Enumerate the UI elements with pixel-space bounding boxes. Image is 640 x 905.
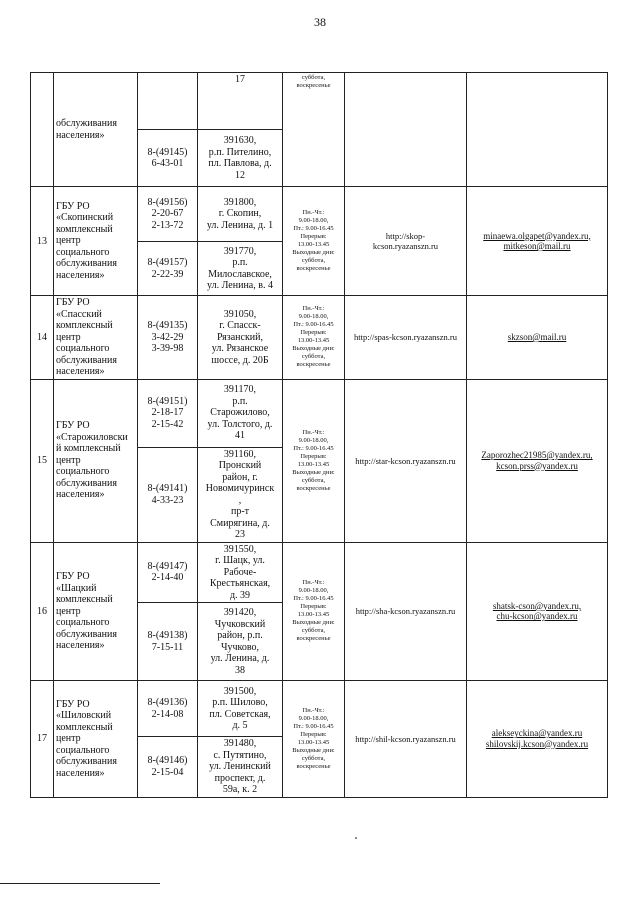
working-hours: Пн.-Чт.: 9.00-18.00, Пт.: 9.00-16.45 Перерыв: 13.00-13.45 Выходные дни: суббота, воскресенье — [283, 542, 345, 681]
address-cell: 391800, г. Скопин, ул. Ленина, д. 1 — [198, 187, 283, 242]
address-cell: 391770, р.п. Милославское, ул. Ленина, в. 4 — [198, 242, 283, 296]
services-table — [30, 72, 608, 798]
email-link[interactable]: alekseyckina@yandex.ru — [491, 728, 583, 739]
address-cell: 391170, р.п. Старожилово, ул. Толстого, д. 41 — [198, 379, 283, 447]
table-row — [31, 542, 608, 603]
footnote-rule — [0, 883, 160, 884]
address-cell: 391050, г. Спасск- Рязанский, ул. Рязанское шоссе, д. 20Б — [198, 296, 283, 380]
organization-name: ГБУ РО «Скопинский комплексный центр социального обслуживания населения» — [54, 187, 138, 296]
address-cell: 391550, г. Шацк, ул. Рабоче- Крестьянская, д. 39 — [198, 542, 283, 603]
phone-cell: 8-(49145) 6-43-01 — [138, 130, 198, 187]
email-link[interactable]: kcson.prss@yandex.ru — [496, 460, 578, 471]
table-row — [31, 296, 608, 380]
row-number — [31, 73, 54, 187]
working-hours: Пн.-Чт.: 9.00-18.00, Пт.: 9.00-16.45 Перерыв: 13.00-13.45 Выходные дни: суббота, воскресенье — [283, 379, 345, 542]
address-cell: 391160, Пронский район, г. Новомичуринск , пр-т Смирягина, д. 23 — [198, 447, 283, 542]
email-cell — [467, 681, 608, 798]
organization-name: ГБУ РО «Старожиловски й комплексный центр социального обслуживания населения» — [54, 379, 138, 542]
email-link[interactable]: chu-kcson@yandex.ru — [496, 611, 578, 622]
email-link[interactable]: minaewa.olgapet@yandex.ru, — [483, 230, 591, 241]
working-hours: Пн.-Чт.: 9.00-18.00, Пт.: 9.00-16.45 Перерыв: 13.00-13.45 Выходные дни: суббота, воскресенье — [283, 187, 345, 296]
address-cell: 391500, р.п. Шилово, пл. Советская, д. 5 — [198, 681, 283, 737]
email-link[interactable]: mitkeson@mail.ru — [503, 241, 571, 251]
organization-name: ГБУ РО «Спасский комплексный центр социального обслуживания населения» — [54, 296, 138, 380]
organization-name: ГБУ РО «Шацкий комплексный центр социального обслуживания населения» — [54, 542, 138, 681]
table-row — [31, 681, 608, 737]
email-cell — [467, 296, 608, 380]
email-link[interactable]: shilovskij.kcson@yandex.ru — [485, 738, 589, 749]
working-hours: суббота, воскресенье — [283, 73, 345, 187]
table-row — [31, 187, 608, 242]
address-cell: 391630, р.п. Пителино, пл. Павлова, д. 12 — [198, 130, 283, 187]
phone-cell: 8-(49135) 3-42-29 3-39-98 — [138, 296, 198, 380]
email-cell — [467, 187, 608, 296]
website-link[interactable]: http://star-kcson.ryazanszn.ru — [345, 379, 467, 542]
email-link[interactable]: Zaporozhec21985@yandex.ru, — [481, 450, 593, 460]
page-number: 38 — [314, 15, 326, 29]
phone-cell: 8-(49136) 2-14-08 — [138, 681, 198, 737]
phone-cell: 8-(49138) 7-15-11 — [138, 603, 198, 681]
email-link[interactable]: skzson@mail.ru — [507, 332, 567, 342]
row-number: 17 — [31, 681, 54, 798]
phone-cell: 8-(49151) 2-18-17 2-15-42 — [138, 379, 198, 447]
address-cell: 391420, Чучковский район, р.п. Чучково, ул. Ленина, д. 38 — [198, 603, 283, 681]
address-cell: 391480, с. Путятино, ул. Ленинский проспект, д. 59а, к. 2 — [198, 737, 283, 798]
phone-cell: 8-(49156) 2-20-67 2-13-72 — [138, 187, 198, 242]
email-link[interactable]: shatsk-cson@yandex.ru, — [492, 600, 582, 611]
website-link[interactable]: http://sha-kcson.ryazanszn.ru — [345, 542, 467, 681]
phone-cell: 8-(49141) 4-33-23 — [138, 447, 198, 542]
working-hours: Пн.-Чт.: 9.00-18.00, Пт.: 9.00-16.45 Перерыв: 13.00-13.45 Выходные дни: суббота, воскресенье — [283, 681, 345, 798]
website-link[interactable]: http://shil-kcson.ryazanszn.ru — [345, 681, 467, 798]
website-link[interactable]: http://skop- kcson.ryazanszn.ru — [345, 187, 467, 296]
phone-cell: 8-(49146) 2-15-04 — [138, 737, 198, 798]
organization-name: обслуживания населения» — [54, 73, 138, 187]
address-cell: 17 — [198, 73, 283, 130]
website-link[interactable]: http://spas-kcson.ryazanszn.ru — [345, 296, 467, 380]
email-cell — [467, 542, 608, 681]
phone-cell: 8-(49147) 2-14-40 — [138, 542, 198, 603]
row-number: 13 — [31, 187, 54, 296]
phone-cell: 8-(49157) 2-22-39 — [138, 242, 198, 296]
phone-cell — [138, 73, 198, 130]
email-cell — [467, 73, 608, 187]
scan-speck — [355, 837, 357, 839]
email-cell — [467, 379, 608, 542]
table-row — [31, 379, 608, 447]
row-number: 15 — [31, 379, 54, 542]
website-link — [345, 73, 467, 187]
organization-name: ГБУ РО «Шиловский комплексный центр социального обслуживания населения» — [54, 681, 138, 798]
row-number: 14 — [31, 296, 54, 380]
working-hours: Пн.-Чт.: 9.00-18.00, Пт.: 9.00-16.45 Перерыв: 13.00-13.45 Выходные дни: суббота, воскресенье — [283, 296, 345, 380]
table-row — [31, 73, 608, 130]
row-number: 16 — [31, 542, 54, 681]
